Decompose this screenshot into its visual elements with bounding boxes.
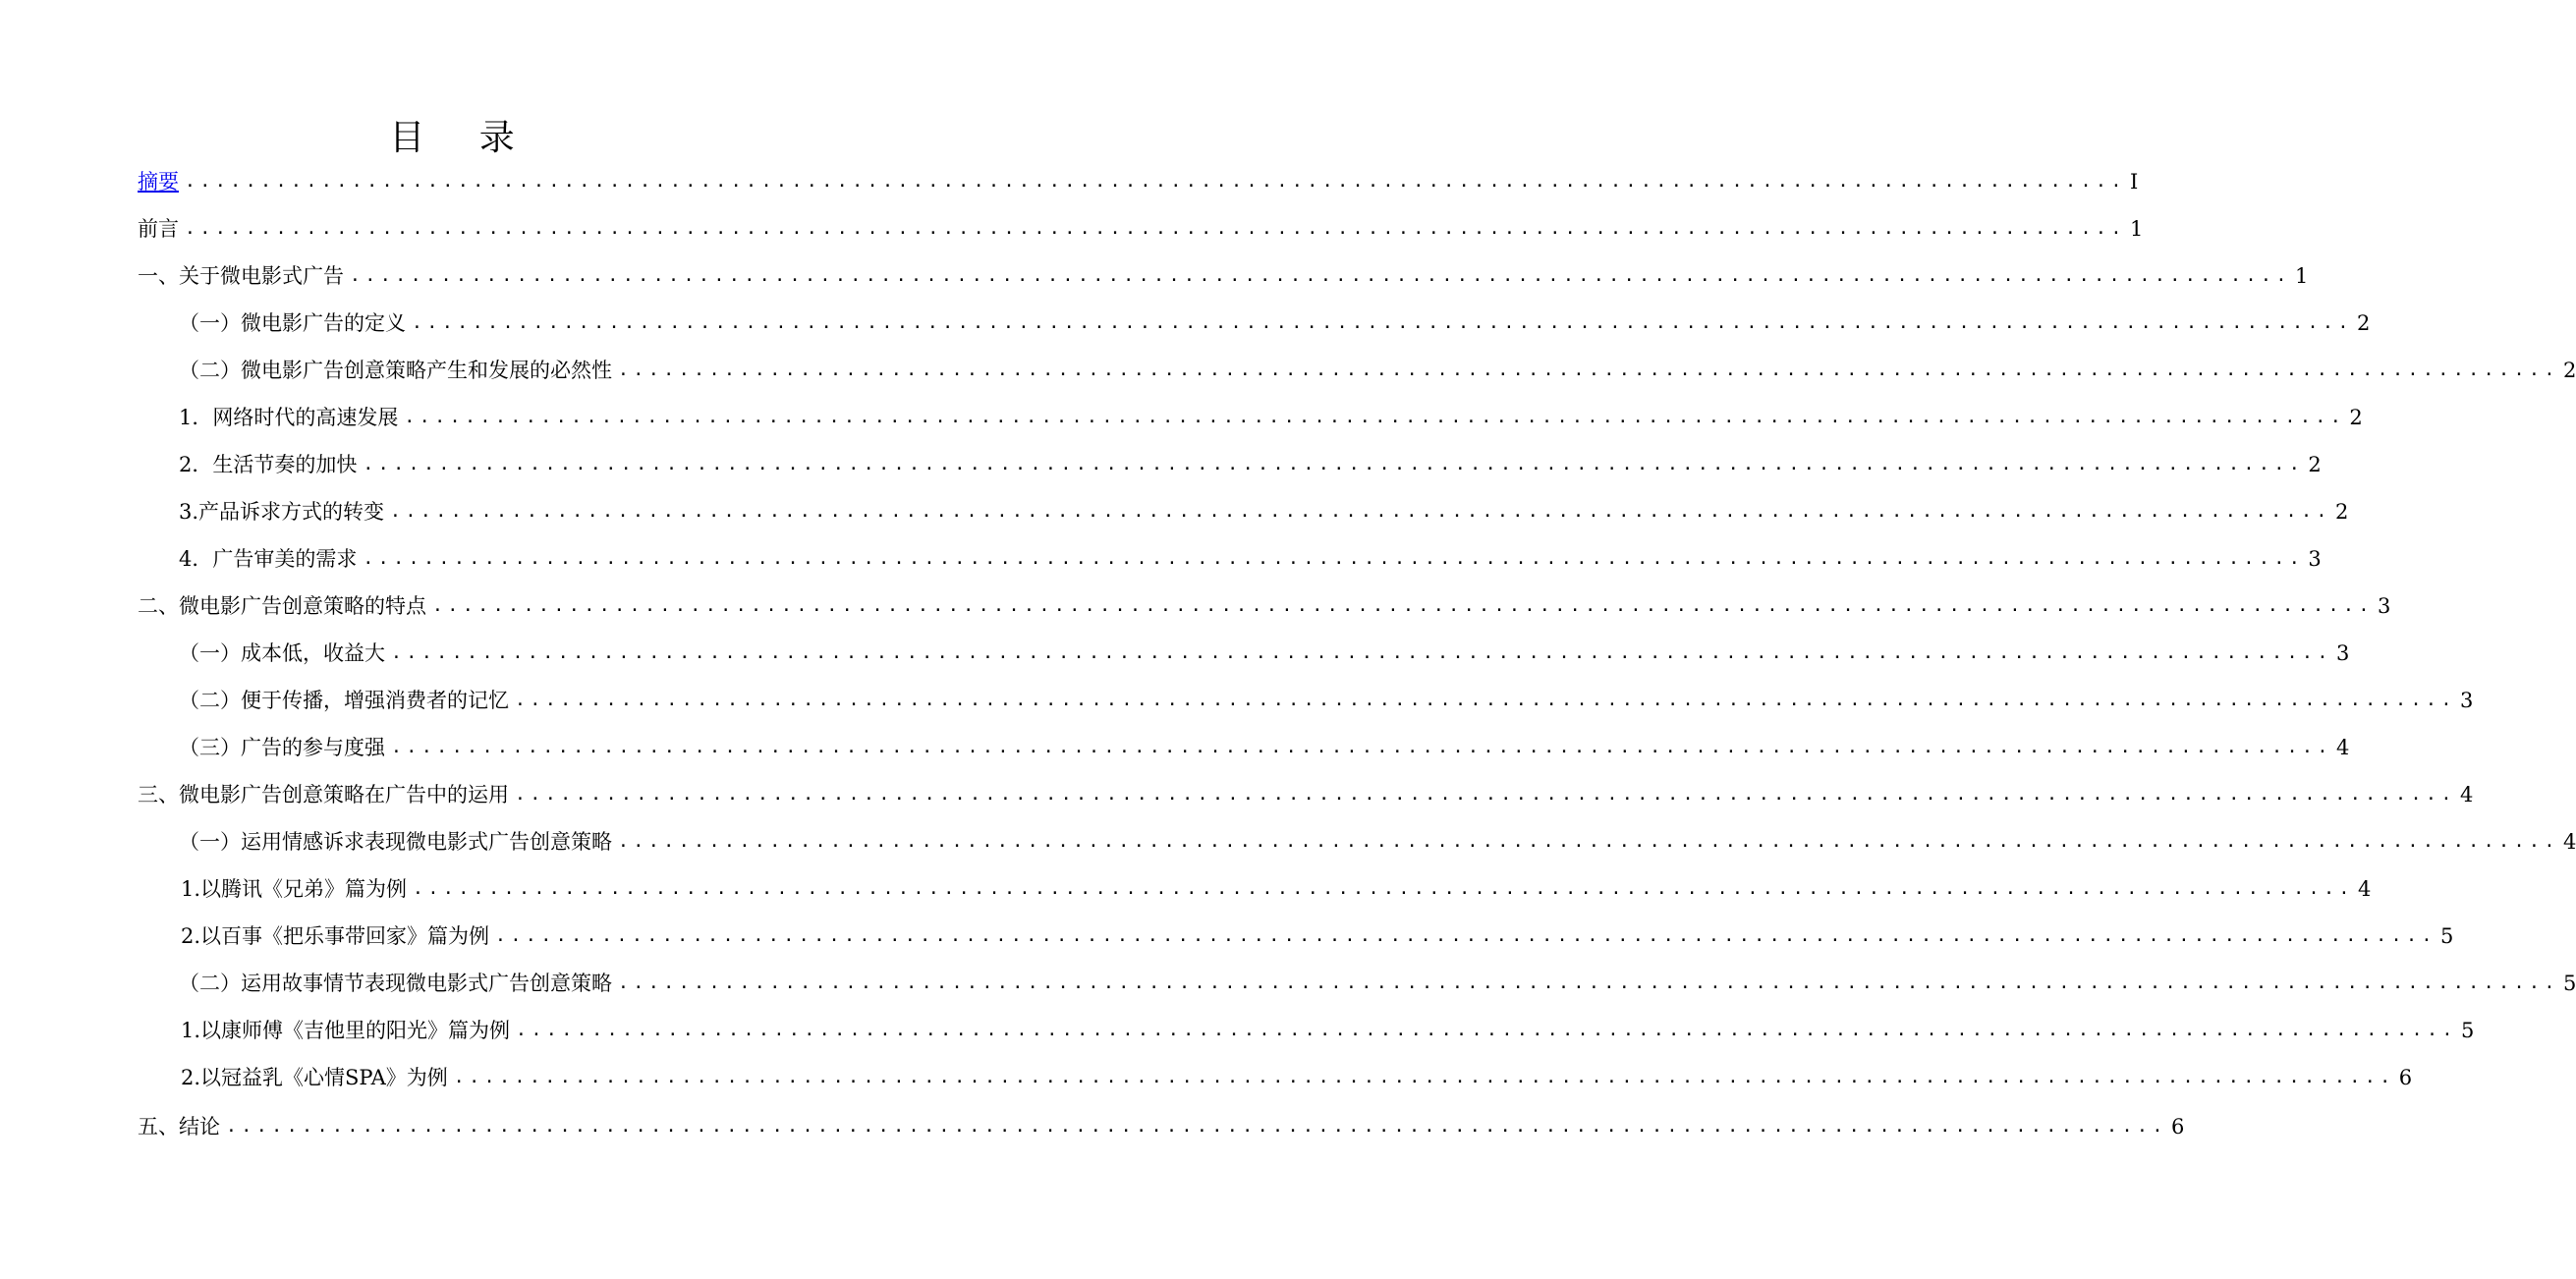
- dot-leader: ................................................................................................................................: [404, 407, 2346, 427]
- toc-entry: [179, 827, 2576, 857]
- toc-entry-page: 3: [2459, 689, 2474, 712]
- toc-entry-label: 三、微电影广告创意策略在广告中的运用: [138, 783, 509, 806]
- toc-entry-label: 五、结论: [138, 1115, 220, 1139]
- dot-leader: ................................................................................................................................: [618, 360, 2559, 380]
- dot-leader: ................................................................................................................................: [453, 1067, 2395, 1087]
- toc-entry: [138, 1112, 2185, 1141]
- toc-entry-page: 6: [2398, 1066, 2413, 1089]
- toc-entry-label: （二）运用故事情节表现微电影式广告创意策略: [179, 972, 612, 995]
- toc-entry: [179, 497, 2349, 527]
- toc-entry: [138, 591, 2391, 621]
- toc-entry-label: 3.产品诉求方式的转变: [179, 500, 385, 524]
- toc-entry-page: 1: [2294, 264, 2309, 288]
- dot-leader: ................................................................................................................................: [185, 218, 2126, 239]
- toc-entry-label: 2.以冠益乳《心情SPA》为例: [181, 1066, 448, 1089]
- dot-leader: ................................................................................................................................: [390, 501, 2331, 522]
- dot-leader: ................................................................................................................................: [391, 737, 2332, 757]
- dot-leader: ................................................................................................................................: [618, 831, 2559, 852]
- dot-leader: ................................................................................................................................: [618, 973, 2559, 993]
- dot-leader: ................................................................................................................................: [515, 690, 2456, 710]
- toc-entry-label: （一）运用情感诉求表现微电影式广告创意策略: [179, 830, 612, 854]
- dot-leader: ................................................................................................................................: [363, 548, 2305, 569]
- toc-entry-label: 2．生活节奏的加快: [179, 453, 358, 476]
- toc-entry: [138, 780, 2474, 809]
- toc-entry: [179, 686, 2474, 715]
- toc-entry: [179, 356, 2576, 385]
- toc-entry: [179, 639, 2350, 668]
- dot-leader: ................................................................................................................................: [350, 265, 2291, 286]
- toc-entry-page: 2: [2562, 359, 2576, 382]
- toc-entry-page: 5: [2562, 972, 2576, 995]
- dot-leader: ................................................................................................................................: [363, 454, 2305, 474]
- toc-entry-page: 2: [2356, 311, 2371, 335]
- toc-entry: [181, 874, 2372, 904]
- toc-title: 目 录: [389, 118, 536, 158]
- toc-entry-page: 4: [2335, 736, 2350, 759]
- toc-entry: [138, 214, 2144, 244]
- toc-entry[interactable]: [138, 167, 2139, 196]
- toc-entry-label: （一）成本低，收益大: [179, 641, 385, 665]
- toc-entry-label: （二）微电影广告创意策略产生和发展的必然性: [179, 359, 612, 382]
- toc-entry-label: 1.以康师傅《吉他里的阳光》篇为例: [181, 1019, 511, 1042]
- toc-entry: [181, 1063, 2413, 1092]
- dot-leader: ................................................................................................................................: [495, 925, 2436, 946]
- dot-leader: ................................................................................................................................: [185, 171, 2126, 192]
- toc-entry-label: 二、微电影广告创意策略的特点: [138, 594, 426, 618]
- toc-entry-label: 4．广告审美的需求: [179, 547, 358, 571]
- dot-leader: ................................................................................................................................: [413, 878, 2354, 899]
- toc-entry-page: 3: [2335, 641, 2350, 665]
- toc-entry: [179, 969, 2576, 998]
- toc-entry: [179, 450, 2322, 479]
- toc-entry-page: 2: [2334, 500, 2349, 524]
- toc-entry-page: 2: [2308, 453, 2322, 476]
- toc-entry-label: （二）便于传播，增强消费者的记忆: [179, 689, 509, 712]
- toc-entry-label: 一、关于微电影式广告: [138, 264, 344, 288]
- toc-entry-page: 4: [2562, 830, 2576, 854]
- toc-entry-label[interactable]: 摘要: [138, 170, 179, 194]
- toc-entry-page: 6: [2170, 1115, 2185, 1139]
- toc-entry: [179, 308, 2371, 338]
- dot-leader: ................................................................................................................................: [226, 1116, 2167, 1137]
- dot-leader: ................................................................................................................................: [391, 642, 2332, 663]
- toc-entry: [179, 733, 2350, 762]
- toc-entry-page: 2: [2349, 406, 2363, 429]
- toc-entry: [181, 1016, 2475, 1045]
- dot-leader: ................................................................................................................................: [412, 312, 2353, 333]
- dot-leader: ................................................................................................................................: [432, 595, 2374, 616]
- toc-entry-page: 1: [2129, 217, 2144, 241]
- dot-leader: ................................................................................................................................: [515, 784, 2456, 805]
- toc-entry-label: 1．网络时代的高速发展: [179, 406, 399, 429]
- toc-entry-page: 3: [2308, 547, 2322, 571]
- toc-entry-page: 4: [2357, 877, 2372, 901]
- toc-entry-label: 1.以腾讯《兄弟》篇为例: [181, 877, 408, 901]
- toc-entry-label: （三）广告的参与度强: [179, 736, 385, 759]
- toc-entry-label: 前言: [138, 217, 179, 241]
- toc-entry-page: 5: [2439, 924, 2454, 948]
- toc-entry-page: 5: [2460, 1019, 2475, 1042]
- toc-entry: [181, 921, 2454, 951]
- toc-entry: [138, 261, 2309, 291]
- toc-entry: [179, 403, 2363, 432]
- dot-leader: ................................................................................................................................: [516, 1020, 2457, 1040]
- toc-entry: [179, 544, 2322, 574]
- toc-entry-page: 3: [2377, 594, 2391, 618]
- toc-entry-page: I: [2129, 170, 2139, 194]
- toc-entry-label: （一）微电影广告的定义: [179, 311, 406, 335]
- toc-entry-page: 4: [2459, 783, 2474, 806]
- toc-entry-label: 2.以百事《把乐事带回家》篇为例: [181, 924, 490, 948]
